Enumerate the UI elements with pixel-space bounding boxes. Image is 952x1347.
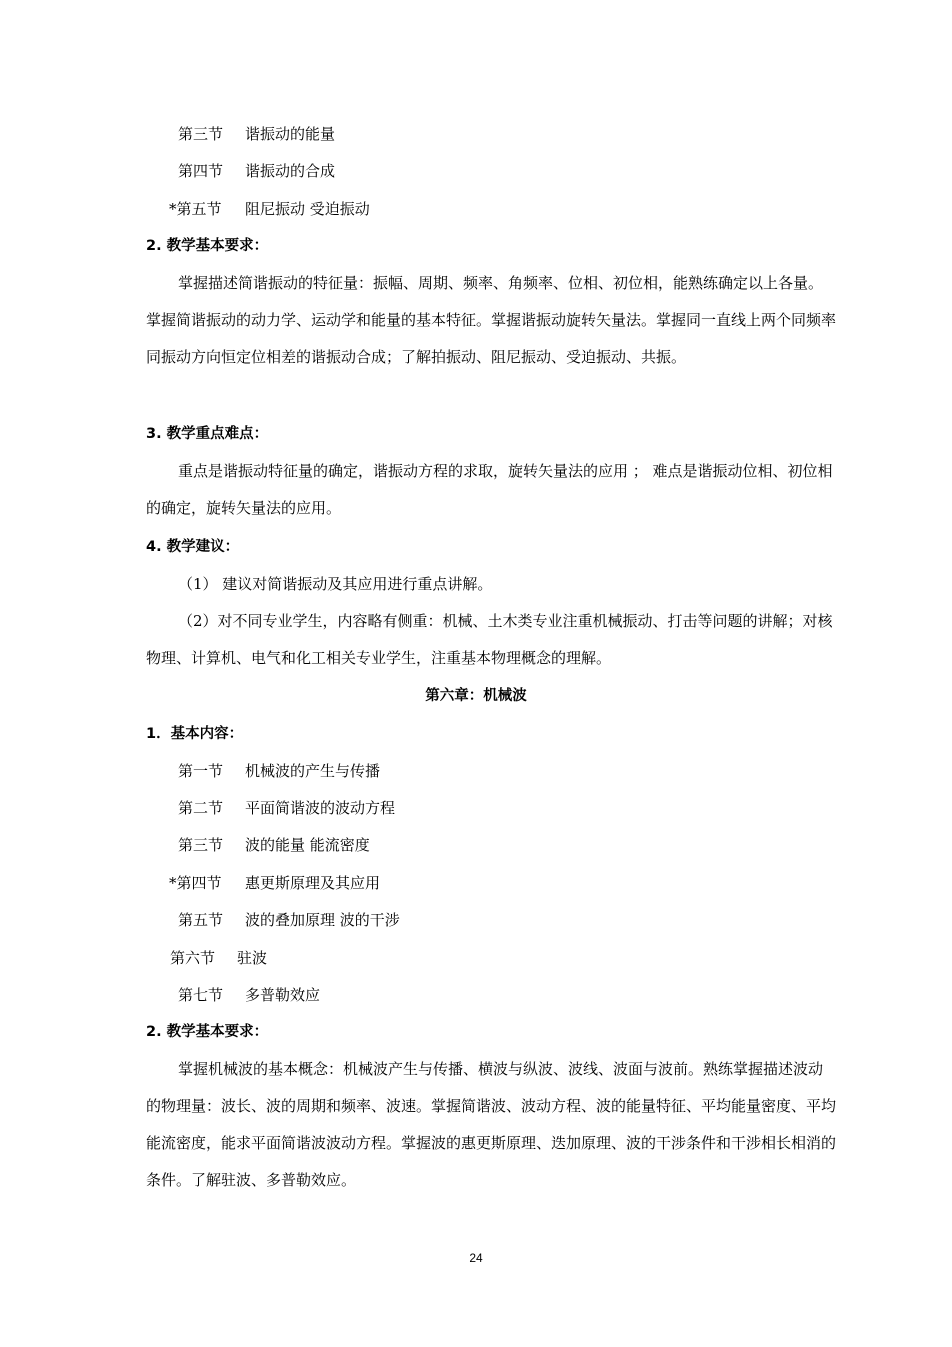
chapter-title: 第六章：机械波 (425, 688, 527, 704)
section-item: 第五节 波的叠加原理 波的干涉 (178, 911, 400, 929)
section-item: 第四节 谐振动的合成 (178, 162, 336, 180)
requirements-heading: 2. 教学基本要求： (146, 1024, 269, 1040)
suggestion-item: （2）对不同专业学生，内容略有侧重：机械、土木类专业注重机械振动、打击等问题的讲解；对核物理、计算机、电气和化工相关专业学生，注重基本物理概念的理解。 (146, 612, 833, 667)
section-item: 第六节 驻波 (170, 949, 268, 967)
section-item: *第四节 惠更斯原理及其应用 (169, 874, 381, 892)
suggestions-heading: 4. 教学建议： (146, 539, 240, 555)
section-item: *第五节 阻尼振动 受迫振动 (169, 200, 370, 218)
section-item: 第三节 谐振动的能量 (178, 125, 336, 143)
section-item: 第二节 平面简谐波的波动方程 (178, 799, 396, 817)
section-item: 第一节 机械波的产生与传播 (178, 762, 381, 780)
requirements-heading: 2. 教学基本要求： (146, 238, 269, 254)
key-points-text: 重点是谐振动特征量的确定，谐振动方程的求取，旋转矢量法的应用 ； 难点是谐振动位相、初位相的确定，旋转矢量法的应用。 (146, 462, 833, 517)
key-points-heading: 3. 教学重点难点： (146, 426, 269, 442)
requirements-text: 掌握描述简谐振动的特征量：振幅、周期、频率、角频率、位相、初位相，能熟练确定以上各量。掌握简谐振动的动力学、运动学和能量的基本特征。掌握谐振动旋转矢量法。掌握同一直线上两个同频率同振动方向恒定位相差的谐振动合成；了解拍振动、阻尼振动、受迫振动、共振。 (146, 274, 837, 366)
content-heading: 1．基本内容： (146, 726, 244, 742)
section-item: 第三节 波的能量 能流密度 (178, 836, 370, 854)
suggestion-item: （1） 建议对简谐振动及其应用进行重点讲解。 (178, 575, 493, 593)
page-number: 24 (469, 1251, 483, 1265)
section-item: 第七节 多普勒效应 (178, 986, 321, 1004)
requirements-text: 掌握机械波的基本概念：机械波产生与传播、横波与纵波、波线、波面与波前。熟练掌握描述波动的物理量：波长、波的周期和频率、波速。掌握简谐波、波动方程、波的能量特征、平均能量密度、平均能流密度，能求平面简谐波波动方程。掌握波的惠更斯原理、迭加原理、波的干涉条件和干涉相长相消的条件。了解驻波、多普勒效应。 (146, 1060, 837, 1189)
